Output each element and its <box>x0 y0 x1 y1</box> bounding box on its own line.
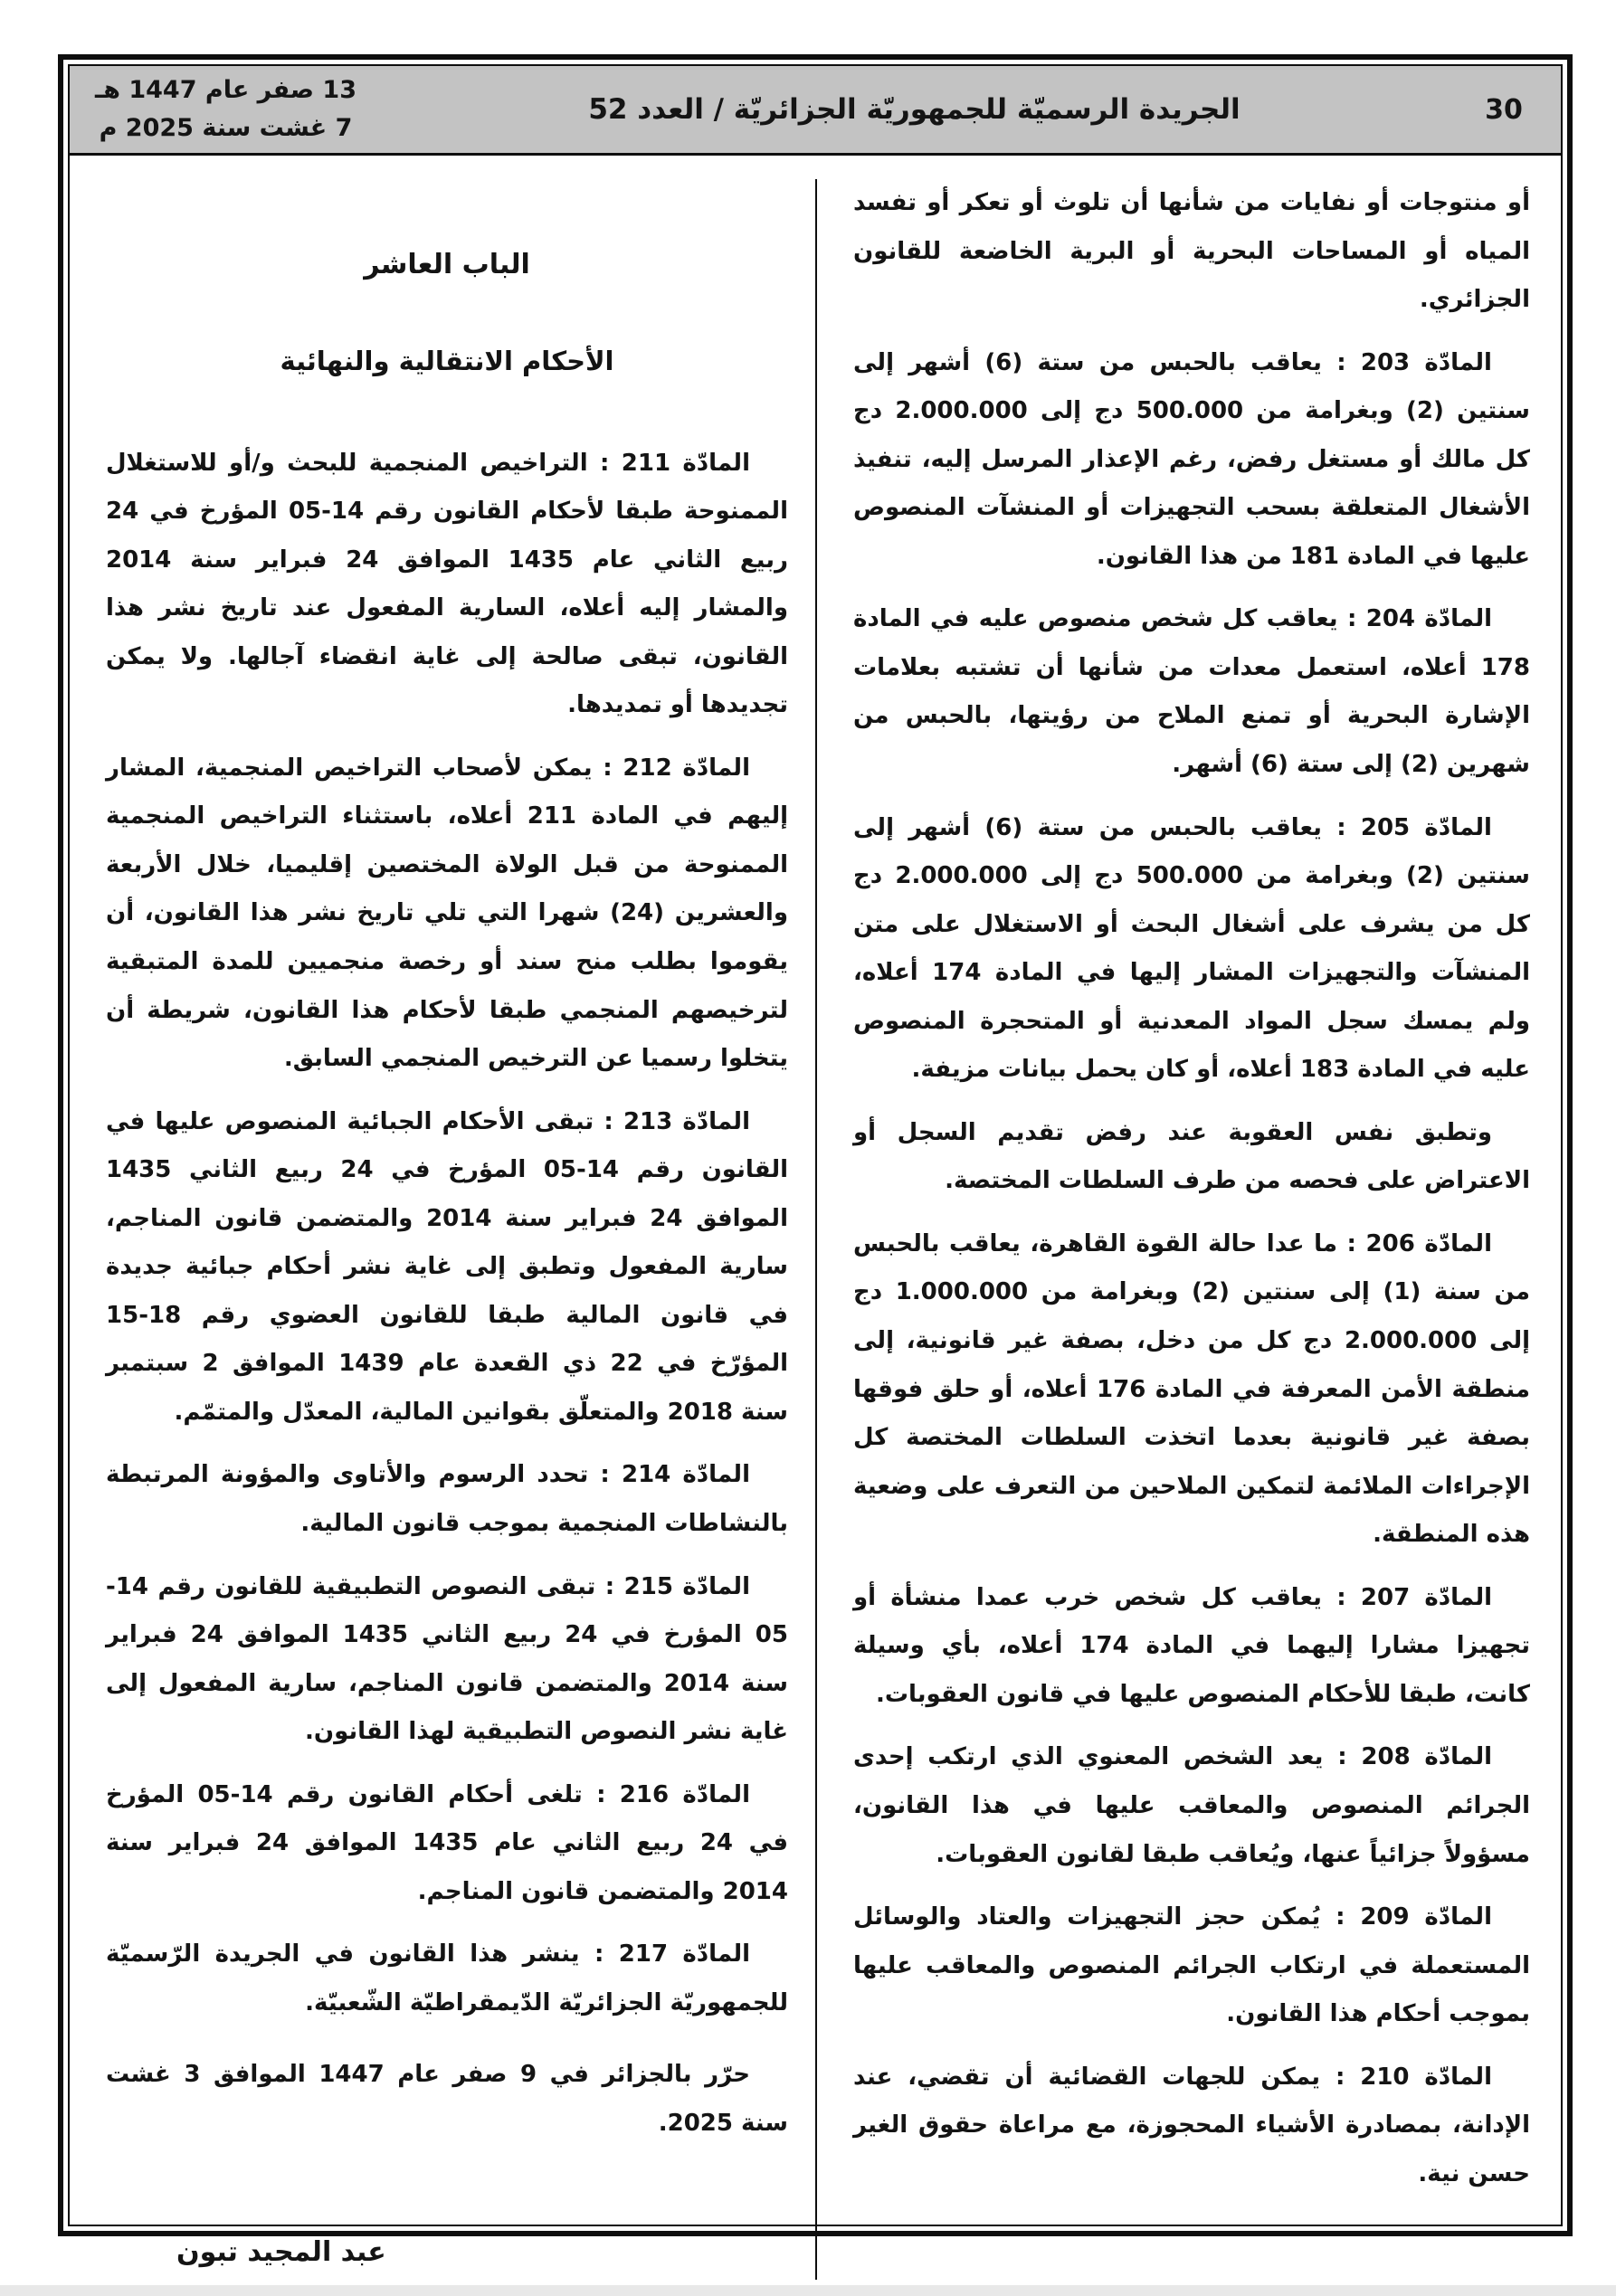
article-208 <box>853 1733 1530 1879</box>
article-217 <box>106 1931 788 2027</box>
article-203-label: المادّة 203 : <box>1336 348 1492 376</box>
article-211-label: المادّة 211 : <box>599 449 750 477</box>
column-left <box>100 179 815 2280</box>
closing-line: حرّر بالجزائر في 9 صفر عام 1447 الموافق 3 غشت سنة 2025. <box>106 2061 788 2138</box>
article-216 <box>106 1771 788 1917</box>
article-212-text: يمكن لأصحاب التراخيص المنجمية، المشار إليهم في المادة 211 أعلاه، باستثناء التراخيص المنجمية الممنوحة من قبل الولاة المختصين إقليميا، خلال الأربعة والعشرين (24) شهرا التي تلي تاريخ نشر هذا القانون، أن يقوموا بطلب منح سند أو رخصة منجميين للمدة المتبقية لترخيصهم المنجمي طبقا لأحكام هذا القانون، شريطة أن يتخلوا رسميا عن الترخيص المنجمي السابق. <box>106 754 788 1073</box>
outer-frame <box>58 54 1573 2268</box>
header-date-block <box>95 71 356 147</box>
article-213-label: المادّة 213 : <box>604 1107 750 1135</box>
page-number: 30 <box>1485 93 1523 126</box>
article-216-text: تلغى أحكام القانون رقم 14-05 المؤرخ في 24 ربيع الثاني عام 1435 الموافق 24 فبراير سنة 2014 والمتضمن قانون المناجم. <box>106 1780 788 1905</box>
article-207-label: المادّة 207 : <box>1336 1583 1492 1611</box>
article-215 <box>106 1563 788 1757</box>
article-207 <box>853 1574 1530 1720</box>
article-203 <box>853 339 1530 582</box>
article-204 <box>853 595 1530 789</box>
article-209-text: يُمكن حجز التجهيزات والعتاد والوسائل المستعملة في ارتكاب الجرائم المنصوص والمعاقب عليها بموجب أحكام هذا القانون. <box>853 1903 1530 2028</box>
article-205 <box>853 804 1530 1095</box>
article-206 <box>853 1220 1530 1560</box>
article-217-label: المادّة 217 : <box>594 1940 750 1969</box>
chapter-title: الباب العاشر <box>364 249 530 280</box>
article-205-paragraph-2: وتطبق نفس العقوبة عند رفض تقديم السجل أو الاعتراض على فحصه من طرف السلطات المختصة. <box>853 1118 1530 1195</box>
date-gregorian: 7 غشت سنة 2025 م <box>99 114 353 142</box>
article-210 <box>853 2054 1530 2199</box>
article-206-label: المادّة 206 : <box>1346 1229 1492 1257</box>
article-204-text: يعاقب كل شخص منصوص عليه في المادة 178 أعلاه، استعمل معدات من شأنها أن تشتبه بعلامات الإشارة البحرية أو تمنع الملاح من رؤيتها، بالحبس من شهرين (2) إلى ستة (6) أشهر. <box>853 605 1530 779</box>
date-hijri: 13 صفر عام 1447 هـ <box>95 76 356 105</box>
gazette-title: الجريدة الرسميّة للجمهوريّة الجزائريّة / العدد 52 <box>588 93 1241 126</box>
signature: عبد المجيد تبون <box>176 2235 386 2268</box>
article-203-text: يعاقب بالحبس من ستة (6) أشهر إلى سنتين (2) وبغرامة من 500.000 دج إلى 2.000.000 دج كل مالك أو مستغل رفض، رغم الإعذار المرسل إليه، تنفيذ الأشغال المتعلقة بسحب التجهيزات أو المنشآت المنصوص عليها في المادة 181 من هذا القانون. <box>853 348 1530 570</box>
article-205-label: المادّة 205 : <box>1336 813 1492 841</box>
article-211-text: التراخيص المنجمية للبحث و/أو للاستغلال الممنوحة طبقا لأحكام القانون رقم 14-05 المؤرخ في 24 ربيع الثاني عام 1435 الموافق 24 فبراير سنة 2014 والمشار إليه أعلاه، السارية المفعول عند تاريخ نشر هذا القانون، تبقى صالحة إلى غاية انقضاء آجالها. ولا يمكن تجديدها أو تمديدها. <box>106 449 788 719</box>
article-206-text: ما عدا حالة القوة القاهرة، يعاقب بالحبس من سنة (1) إلى سنتين (2) وبغرامة من 1.000.000 دج إلى 2.000.000 دج كل من دخل، بصفة غير قانونية، إلى منطقة الأمن المعرفة في المادة 176 أعلاه، أو حلق فوقها بصفة غير قانونية بعدما اتخذت السلطات المختصة كل الإجراءات الملائمة لتمكين الملاحين من التعرف على وضعية هذه المنطقة. <box>853 1229 1531 1549</box>
chapter-subtitle: الأحكام الانتقالية والنهائية <box>280 345 614 376</box>
page-header <box>70 66 1561 156</box>
article-204-label: المادّة 204 : <box>1346 605 1492 633</box>
article-216-label: المادّة 216 : <box>596 1780 750 1808</box>
article-213-text: تبقى الأحكام الجبائية المنصوص عليها في القانون رقم 14-05 المؤرخ في 24 ربيع الثاني 1435 الموافق 24 فبراير سنة 2014 والمتضمن قانون المناجم، سارية المفعول وتطبق إلى غاية نشر أحكام جبائية جديدة في قانون المالية طبقا للقانون العضوي رقم 18-15 المؤرّخ في 22 ذي القعدة عام 1439 الموافق 2 سبتمبر سنة 2018 والمتعلّق بقوانين المالية، المعدّل والمتمّم. <box>106 1107 788 1426</box>
article-208-label: المادّة 208 : <box>1337 1743 1492 1771</box>
column-right <box>815 179 1530 2280</box>
article-215-text: تبقى النصوص التطبيقية للقانون رقم 14-05 المؤرخ في 24 ربيع الثاني 1435 الموافق 24 فبراير سنة 2014 والمتضمن قانون المناجم، سارية المفعول إلى غاية نشر النصوص التطبيقية لهذا القانون. <box>106 1572 788 1746</box>
article-208-text: يعد الشخص المعنوي الذي ارتكب إحدى الجرائم المنصوص والمعاقب عليها في هذا القانون، مسؤولاً جزائياً عنها، ويُعاقب طبقا لقانون العقوبات. <box>853 1743 1530 1868</box>
continuation-paragraph: أو منتوجات أو نفايات من شأنها أن تلوث أو تعكر أو تفسد المياه أو المساحات البحرية أو البرية الخاضعة للقانون الجزائري. <box>853 189 1530 314</box>
article-205-text: يعاقب بالحبس من ستة (6) أشهر إلى سنتين (2) وبغرامة من 500.000 دج إلى 2.000.000 دج كل من يشرف على أشغال البحث أو الاستغلال على متن المنشآت والتجهيزات المشار إليها في المادة 174 أعلاه، ولم يمسك سجل المواد المعدنية أو المتحجرة المنصوص عليه في المادة 183 أعلاه، أو كان يحمل بيانات مزيفة. <box>853 813 1530 1084</box>
article-207-text: يعاقب كل شخص خرب عمدا منشأة أو تجهيزا مشارا إليهما في المادة 174 أعلاه، بأي وسيلة كانت، طبقا للأحكام المنصوص عليها في قانون العقوبات. <box>853 1583 1531 1708</box>
article-212-label: المادّة 212 : <box>603 754 750 782</box>
content-columns <box>70 156 1561 2296</box>
article-211 <box>106 440 788 730</box>
article-214-text: تحدد الرسوم والأتاوى والمؤونة المرتبطة بالنشاطات المنجمية بموجب قانون المالية. <box>106 1461 788 1538</box>
article-214 <box>106 1451 788 1548</box>
article-215-label: المادّة 215 : <box>604 1572 750 1600</box>
inner-frame <box>68 64 1563 2268</box>
article-214-label: المادّة 214 : <box>600 1461 750 1489</box>
article-212 <box>106 745 788 1084</box>
article-210-text: يمكن للجهات القضائية أن تقضي، عند الإدانة، بمصادرة الأشياء المحجوزة، مع مراعاة حقوق الغير حسن نية. <box>853 2063 1530 2187</box>
article-209 <box>853 1893 1530 2039</box>
article-210-label: المادّة 210 : <box>1335 2063 1492 2091</box>
article-217-text: ينشر هذا القانون في الجريدة الرّسميّة للجمهوريّة الجزائريّة الدّيمقراطيّة الشّعبيّة. <box>106 1940 788 2016</box>
article-209-label: المادّة 209 : <box>1336 1903 1492 1931</box>
article-213 <box>106 1098 788 1437</box>
